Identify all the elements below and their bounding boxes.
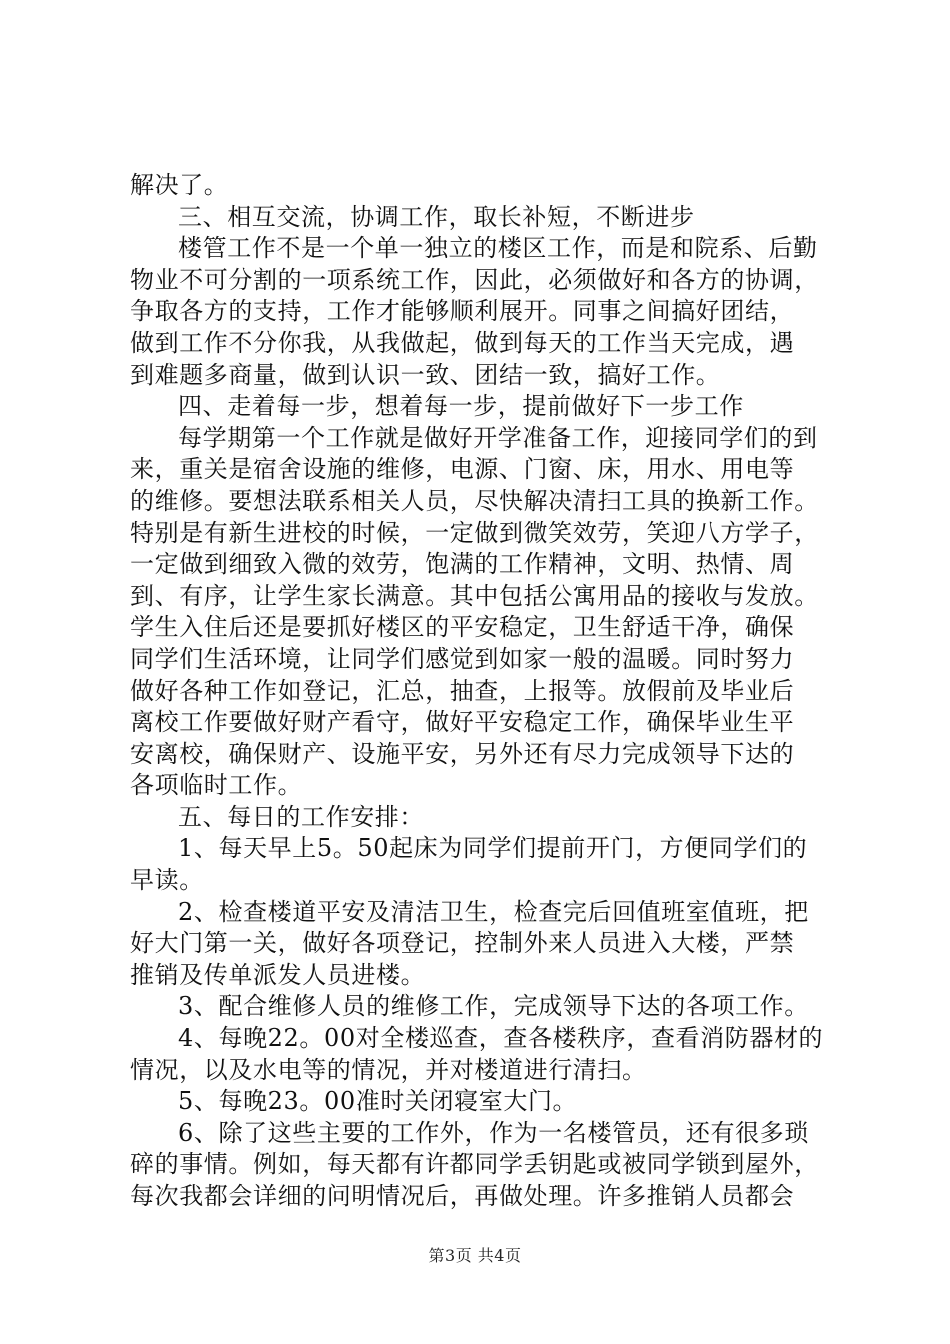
text-line: 到难题多商量，做到认识一致、团结一致，搞好工作。: [130, 360, 721, 389]
document-body: [130, 170, 830, 1213]
text-line: 早读。: [130, 866, 204, 895]
text-line: 每次我都会详细的问明情况后，再做处理。许多推销人员都会: [130, 1182, 795, 1210]
text-line: 6、除了这些主要的工作外，作为一名楼管员，还有很多琐: [178, 1118, 809, 1147]
text-line: 离校工作要做好财产看守，做好平安稳定工作，确保毕业生平: [130, 708, 795, 737]
text-line: 各项临时工作。: [130, 771, 303, 800]
text-line: 碎的事情。例如，每天都有许都同学丢钥匙或被同学锁到屋外，: [130, 1150, 819, 1179]
text-line: 好大门第一关，做好各项登记，控制外来人员进入大楼，严禁: [130, 929, 795, 958]
text-line: 一定做到细致入微的效劳，饱满的工作精神，文明、热情、周: [130, 550, 795, 579]
text-line: 来，重关是宿舍设施的维修，电源、门窗、床，用水、用电等: [130, 455, 795, 484]
text-line: 情况，以及水电等的情况，并对楼道进行清扫。: [130, 1055, 647, 1084]
text-line: 学生入住后还是要抓好楼区的平安稳定，卫生舒适干净，确保: [130, 613, 795, 642]
text-line: 三、相互交流，协调工作，取长补短，不断进步: [178, 202, 695, 231]
text-line: 每学期第一个工作就是做好开学准备工作，迎接同学们的到: [178, 423, 818, 452]
text-line: 1、每天早上5。50起床为同学们提前开门，方便同学们的: [178, 834, 808, 863]
text-line: 解决了。: [130, 171, 229, 199]
text-line: 2、检查楼道平安及清洁卫生，检查完后回值班室值班，把: [178, 897, 809, 926]
text-line: 做到工作不分你我，从我做起，做到每天的工作当天完成，遇: [130, 328, 795, 357]
text-line: 做好各种工作如登记，汇总，抽查，上报等。放假前及毕业后: [130, 676, 795, 705]
text-line: 4、每晚22。00对全楼巡查，查各楼秩序，查看消防器材的: [178, 1024, 824, 1053]
text-line: 3、配合维修人员的维修工作，完成领导下达的各项工作。: [178, 992, 809, 1021]
text-line: 同学们生活环境，让同学们感觉到如家一般的温暖。同时努力: [130, 644, 795, 673]
text-line: 特别是有新生进校的时候，一定做到微笑效劳，笑迎八方学子，: [130, 518, 819, 547]
text-line: 推销及传单派发人员进楼。: [130, 960, 426, 989]
text-line: 四、走着每一步，想着每一步，提前做好下一步工作: [178, 392, 744, 421]
text-line: 五、每日的工作安排：: [178, 802, 424, 831]
text-line: 5、每晚23。00准时关闭寝室大门。: [178, 1087, 578, 1116]
text-line: 到、有序，让学生家长满意。其中包括公寓用品的接收与发放。: [130, 581, 819, 610]
text-line: 楼管工作不是一个单一独立的楼区工作，而是和院系、后勤: [178, 234, 818, 263]
text-line: 的维修。要想法联系相关人员，尽快解决清扫工具的换新工作。: [130, 486, 819, 515]
text-line: 争取各方的支持，工作才能够顺利展开。同事之间搞好团结，: [130, 297, 795, 326]
text-line: 安离校，确保财产、设施平安，另外还有尽力完成领导下达的: [130, 739, 795, 768]
page-number-footer: 第3页 共4页: [428, 1246, 522, 1265]
text-line: 物业不可分割的一项系统工作，因此，必须做好和各方的协调，: [130, 265, 819, 294]
